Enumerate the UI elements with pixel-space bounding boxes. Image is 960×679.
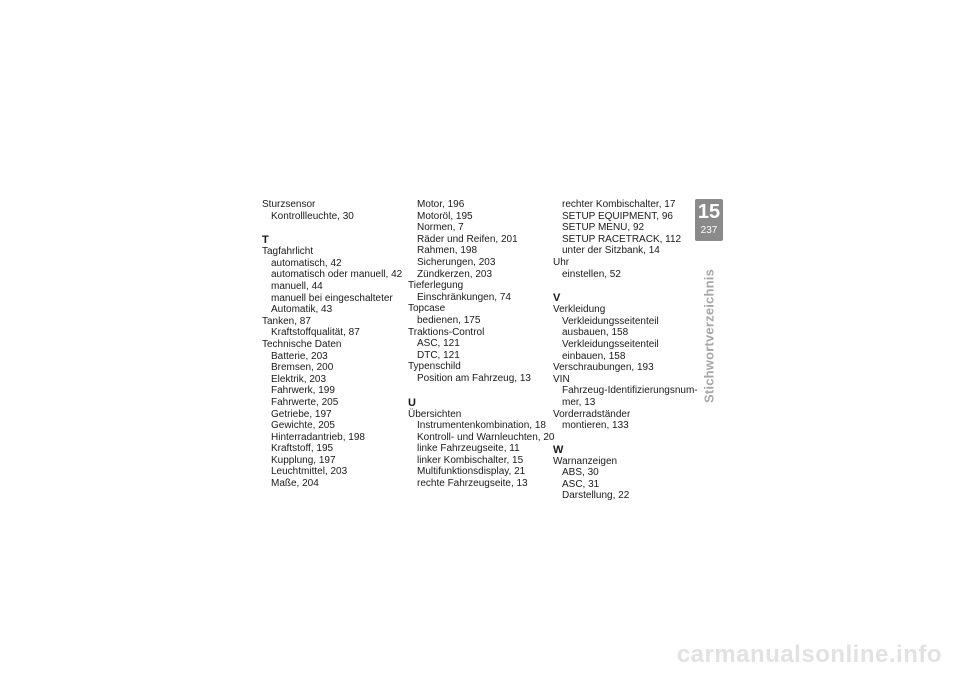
index-subentry: Kraftstoff, 195 [271, 443, 334, 455]
index-subentry: ABS, 30 [562, 467, 599, 479]
index-entry: VIN [553, 373, 570, 385]
chapter-title: Stichwortverzeichnis [701, 268, 717, 404]
index-entry: Topcase [408, 303, 446, 315]
index-entry: Übersichten [408, 408, 462, 420]
index-subentry: Kraftstoffqualität, 87 [271, 327, 360, 339]
index-subentry: Kontroll- und Warnleuchten, 20 [417, 431, 555, 443]
index-entry: Typenschild [408, 361, 461, 373]
index-letter: W [553, 443, 564, 456]
index-subentry: Fahrwerk, 199 [271, 385, 335, 397]
index-entry: Traktions-Control [408, 326, 485, 338]
index-entry: Technische Daten [262, 338, 342, 350]
index-subentry: Verkleidungsseitenteil ausbauen, 158 [562, 315, 659, 339]
index-subentry: Hinterradantrieb, 198 [271, 431, 365, 443]
index-subentry: automatisch oder manuell, 42 [271, 269, 403, 281]
index-subentry: rechte Fahrzeugseite, 13 [417, 478, 528, 490]
index-subentry: automatisch, 42 [271, 257, 342, 269]
index-subentry: rechter Kombischalter, 17 [562, 199, 676, 210]
index-subentry: Leuchtmittel, 203 [271, 466, 348, 478]
index-subentry: Kupplung, 197 [271, 454, 336, 466]
index-subentry: ASC, 31 [562, 478, 600, 490]
index-entry: Uhr [553, 256, 570, 268]
watermark: carmanualsonline.info [676, 641, 942, 668]
index-letter: V [553, 292, 561, 305]
index-subentry: SETUP RACETRACK, 112 [562, 233, 682, 245]
section-gap [553, 280, 703, 290]
page-number: 237 [700, 225, 718, 236]
index-subentry: Verkleidungsseitenteil einbauen, 158 [562, 338, 659, 362]
index-subentry: Batterie, 203 [271, 350, 328, 362]
section-gap [408, 385, 558, 395]
index-subentry: Motoröl, 195 [417, 210, 473, 222]
section-gap [553, 432, 703, 442]
index-subentry: Maße, 204 [271, 478, 319, 490]
index-entry: Verkleidung [553, 304, 606, 316]
index-subentry: Rahmen, 198 [417, 245, 478, 257]
index-entry: Tanken, 87 [262, 315, 311, 327]
index-subentry: Zündkerzen, 203 [417, 268, 493, 280]
index-subentry: Motor, 196 [417, 199, 465, 210]
index-subentry: SETUP EQUIPMENT, 96 [562, 210, 673, 222]
index-entry: Sturzsensor [262, 199, 316, 210]
index-subentry: manuell, 44 [271, 280, 323, 292]
index-entry: Verschraubungen, 193 [553, 362, 654, 374]
index-subentry: unter der Sitzbank, 14 [562, 245, 660, 257]
index-subentry: Darstellung, 22 [562, 490, 630, 502]
index-subentry: manuell bei eingeschalteter Automatik, 43 [271, 292, 393, 316]
index-subentry: Getriebe, 197 [271, 408, 332, 420]
index-subentry: Position am Fahrzeug, 13 [417, 372, 531, 384]
index-subentry: linke Fahrzeugseite, 11 [417, 443, 520, 455]
index-letter: U [408, 396, 416, 409]
index-subentry: montieren, 133 [562, 420, 629, 432]
index-subentry: Multifunktionsdisplay, 21 [417, 466, 526, 478]
section-gap [262, 222, 412, 232]
index-letter: T [262, 234, 269, 247]
index-subentry: SETUP MENU, 92 [562, 222, 645, 234]
index-subentry: Kontrollleuchte, 30 [271, 210, 354, 222]
index-column-3 [553, 199, 703, 502]
index-subentry: Normen, 7 [417, 222, 464, 234]
index-entry: Tagfahrlicht [262, 246, 314, 258]
index-subentry: Räder und Reifen, 201 [417, 233, 518, 245]
index-subentry: linker Kombischalter, 15 [417, 454, 524, 466]
index-subentry: Sicherungen, 203 [417, 256, 496, 268]
index-entry: Warnanzeigen [553, 455, 618, 467]
chapter-tab [695, 199, 723, 241]
index-subentry: Bremsen, 200 [271, 362, 334, 374]
index-subentry: bedienen, 175 [417, 314, 481, 326]
index-subentry: Gewichte, 205 [271, 420, 335, 432]
index-subentry: Fahrwerte, 205 [271, 396, 339, 408]
index-entry: Vorderradständer [553, 408, 631, 420]
index-subentry: einstellen, 52 [562, 268, 621, 280]
index-subentry: Elektrik, 203 [271, 373, 327, 385]
index-subentry: DTC, 121 [417, 349, 460, 361]
index-subentry: Instrumentenkombination, 18 [417, 420, 546, 432]
index-column-1 [262, 199, 412, 490]
chapter-number: 15 [697, 201, 721, 223]
index-subentry: Fahrzeug-Identifizierungsnum-mer, 13 [562, 385, 698, 408]
index-subentry: ASC, 121 [417, 338, 460, 350]
index-subentry: Einschränkungen, 74 [417, 291, 511, 303]
index-column-2 [408, 199, 558, 490]
index-entry: Tieferlegung [408, 280, 464, 292]
